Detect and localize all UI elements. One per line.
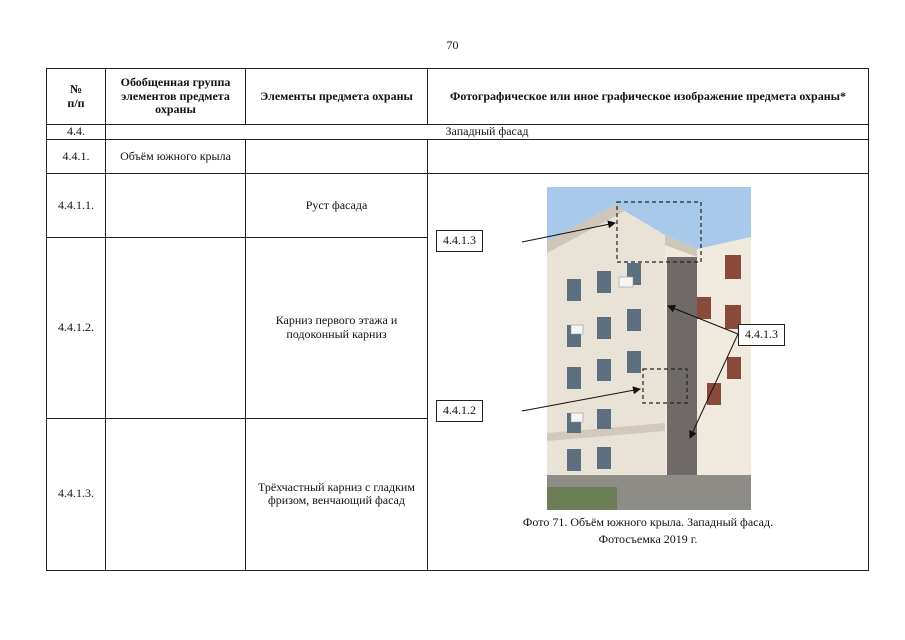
row-element: Руст фасада <box>246 174 428 238</box>
protection-table <box>46 68 869 571</box>
photo-caption <box>428 514 868 548</box>
table-header-row <box>47 69 869 125</box>
subsection-num: 4.4.1. <box>47 140 106 174</box>
section-num: 4.4. <box>47 125 106 140</box>
row-num: 4.4.1.1. <box>47 174 106 238</box>
header-group: Обобщенная группа элементов предмета охраны <box>106 69 246 125</box>
section-row <box>47 125 869 140</box>
callout-arrows <box>428 174 869 570</box>
callout-label-cornice-top: 4.4.1.3 <box>436 230 483 252</box>
subsection-photo <box>428 140 869 174</box>
header-num: № п/п <box>47 69 106 125</box>
section-title: Западный фасад <box>106 125 869 140</box>
header-elements: Элементы предмета охраны <box>246 69 428 125</box>
row-element: Карниз первого этажа и подоконный карниз <box>246 238 428 418</box>
photo-cell <box>428 174 869 571</box>
row-group <box>106 174 246 238</box>
subsection-row <box>47 140 869 174</box>
header-photo: Фотографическое или иное графическое изображение предмета охраны* <box>428 69 869 125</box>
row-num: 4.4.1.2. <box>47 238 106 418</box>
row-group <box>106 238 246 418</box>
subsection-elements <box>246 140 428 174</box>
photo-figure <box>428 174 868 570</box>
caption-line-1: Фото 71. Объём южного крыла. Западный фасад. <box>522 515 774 529</box>
table-row <box>47 174 869 238</box>
row-num: 4.4.1.3. <box>47 418 106 570</box>
subsection-group: Объём южного крыла <box>106 140 246 174</box>
caption-line-2: Фотосъемка 2019 г. <box>598 531 698 546</box>
page-number: 70 <box>446 38 459 52</box>
callout-label-cornice-right: 4.4.1.3 <box>738 324 785 346</box>
row-group <box>106 418 246 570</box>
callout-label-first-floor-cornice: 4.4.1.2 <box>436 400 483 422</box>
row-element: Трёхчастный карниз с гладким фризом, венчающий фасад <box>246 418 428 570</box>
